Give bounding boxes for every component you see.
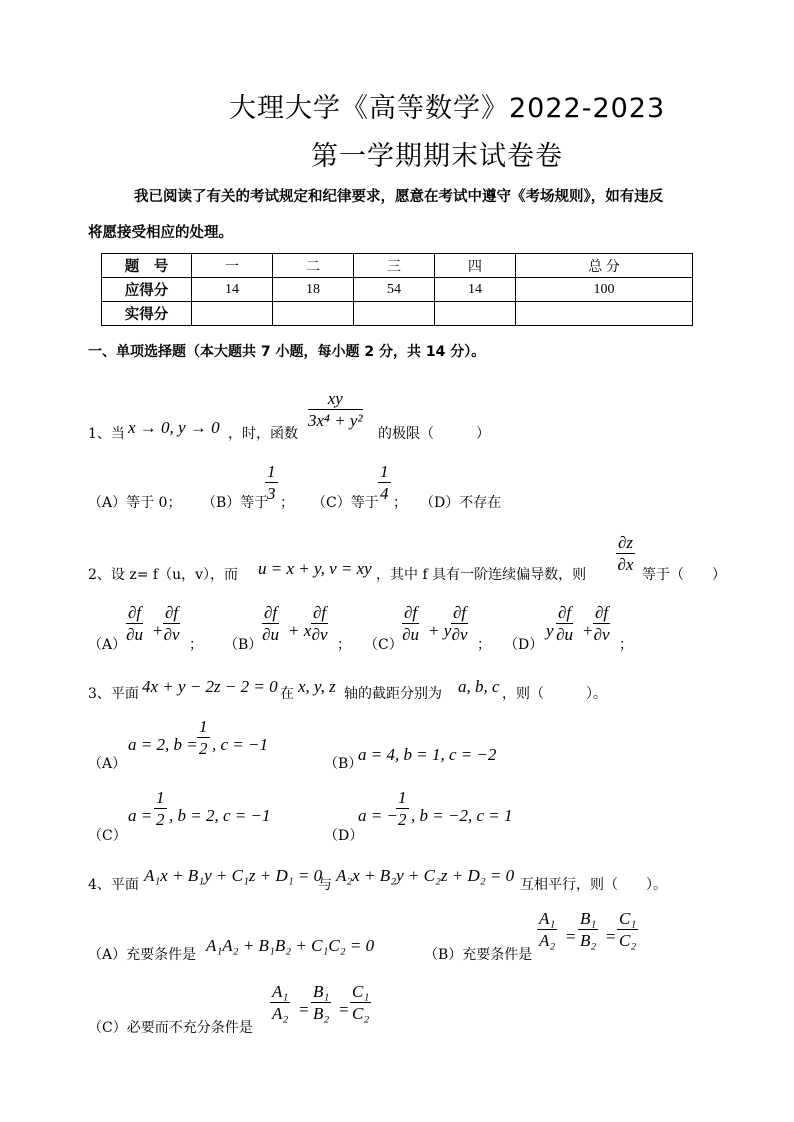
q2-option-b-frac1	[262, 604, 279, 644]
fraction-numerator: ∂z	[618, 533, 634, 552]
q4-option-c-eq1: =	[299, 1000, 309, 1019]
fraction-denominator: ∂u	[126, 625, 144, 644]
q3-option-d-fraction	[396, 789, 409, 829]
q4-option-b-eq2: =	[606, 927, 616, 946]
q3-mid1: 在	[280, 686, 294, 702]
q2-option-d-plus: +	[583, 621, 593, 640]
fraction-numerator: C₁	[352, 982, 370, 1001]
q4-option-c-ratio-c	[350, 983, 371, 1023]
q3-option-a-pre: a = 2, b =	[128, 735, 198, 754]
fraction-denominator: ∂u	[556, 625, 574, 644]
fraction-denominator: ∂v	[451, 625, 468, 644]
col-header: 四	[435, 254, 516, 278]
section-heading: 一、单项选择题（本大题共 7 小题，每小题 2 分，共 14 分）。	[88, 344, 486, 360]
q2-option-a-end: ；	[189, 637, 203, 653]
q3-label-a: （A）	[88, 756, 127, 772]
q1-suffix: 的极限（ ）	[378, 426, 490, 442]
col-header: 一	[192, 254, 273, 278]
q4-option-b: （B）充要条件是	[424, 947, 533, 963]
q4-option-b-ratio-c	[617, 910, 638, 950]
q4-option-c-ratio-b	[311, 983, 331, 1023]
score-table	[101, 253, 693, 326]
fraction-numerator: A₁	[272, 982, 289, 1001]
q2-label-c: （C）	[364, 637, 403, 653]
fraction-denominator: 2	[398, 810, 407, 829]
table-row	[102, 302, 693, 326]
q3-axes: x, y, z	[298, 677, 336, 696]
score-input-cell[interactable]	[354, 302, 435, 326]
table-cell: 14	[192, 278, 273, 302]
q4-option-b-eq1: =	[566, 927, 576, 946]
fraction-numerator: ∂f	[558, 603, 572, 622]
fraction-denominator: ∂v	[311, 625, 328, 644]
q3-label-d: （D）	[324, 828, 364, 844]
q1-option-c-end: ；	[393, 495, 407, 511]
q4-plane-2: A₂x + B₂y + C₂z + D₂ = 0	[336, 866, 515, 885]
table-cell: 18	[273, 278, 354, 302]
score-input-cell[interactable]	[516, 302, 693, 326]
q2-suffix: 等于（ ）	[642, 567, 726, 583]
q2-derivative-fraction	[616, 534, 635, 574]
fraction-denominator: ∂x	[617, 555, 634, 574]
fraction-denominator: ∂u	[262, 625, 280, 644]
fraction-numerator: ∂f	[595, 603, 609, 622]
score-input-cell[interactable]	[192, 302, 273, 326]
col-header: 三	[354, 254, 435, 278]
fraction-numerator: ∂f	[264, 603, 278, 622]
notice-line-2: 将愿接受相应的处理。	[88, 225, 233, 241]
q2-label-d: （D）	[504, 637, 544, 653]
q3-option-d-pre: a = −	[358, 806, 398, 825]
q2-option-c-plus-y: + y	[428, 621, 452, 640]
fraction-denominator: B₂	[313, 1004, 330, 1023]
fraction-numerator: ∂f	[165, 603, 179, 622]
q3-mid2: 轴的截距分别为	[344, 686, 442, 702]
fraction-numerator: ∂f	[313, 603, 327, 622]
q2-label-a: （A）	[88, 637, 127, 653]
q1-option-b: （B）等于	[202, 495, 269, 511]
table-cell: 100	[516, 278, 693, 302]
fraction-denominator: 3	[267, 484, 276, 503]
fraction-numerator: 1	[380, 462, 389, 481]
notice-line-1: 我已阅读了有关的考试规定和纪律要求，愿意在考试中遵守《考场规则》，如有违反	[134, 189, 664, 205]
fraction-numerator: ∂f	[404, 603, 418, 622]
row-label: 题 号	[102, 254, 192, 278]
q1-function-fraction	[308, 390, 363, 430]
row-label: 应得分	[102, 278, 192, 302]
q2-label-b: （B）	[224, 637, 263, 653]
q2-substitution: u = x + y, v = xy	[258, 559, 372, 578]
fraction-denominator: 3x⁴ + y²	[308, 411, 363, 430]
q4-option-b-ratio-b	[578, 910, 598, 950]
q2-option-c-frac1	[402, 604, 419, 644]
fraction-numerator: xy	[308, 390, 363, 410]
fraction-numerator: B₁	[580, 909, 597, 928]
q3-option-a-fraction	[197, 718, 210, 758]
q3-vars: a, b, c	[458, 677, 500, 696]
fraction-numerator: 1	[156, 788, 165, 807]
q3-prefix: 3、平面	[88, 686, 139, 702]
q1-condition: x → 0, y → 0	[128, 418, 220, 437]
q4-prefix: 4、平面	[88, 877, 139, 893]
q4-mid: 与	[318, 877, 332, 893]
q3-label-b: （B）	[324, 756, 363, 772]
fraction-denominator: B₂	[580, 931, 597, 950]
fraction-numerator: 1	[398, 788, 407, 807]
q2-mid: ，其中 f 具有一阶连续偏导数，则	[376, 567, 587, 583]
fraction-denominator: 2	[199, 739, 208, 758]
q3-plane: 4x + y − 2z − 2 = 0	[142, 677, 278, 696]
table-row	[102, 278, 693, 302]
score-input-cell[interactable]	[435, 302, 516, 326]
row-label: 实得分	[102, 302, 192, 326]
q2-option-d-frac2	[593, 604, 610, 644]
q4-plane-1: A₁x + B₁y + C₁z + D₁ = 0	[144, 866, 323, 885]
fraction-numerator: A₁	[539, 909, 556, 928]
q2-option-a-plus: +	[153, 621, 163, 640]
q2-option-c-frac2	[451, 604, 468, 644]
q2-option-c-end: ；	[477, 637, 491, 653]
q4-option-a-expr: A₁A₂ + B₁B₂ + C₁C₂ = 0	[206, 936, 375, 955]
table-cell: 14	[435, 278, 516, 302]
q4-option-b-ratio-a	[537, 910, 557, 950]
q2-option-a-frac1	[126, 604, 143, 644]
q3-option-c-post: , b = 2, c = −1	[169, 806, 271, 825]
q3-suffix: ，则（ ）。	[502, 686, 607, 702]
table-cell: 54	[354, 278, 435, 302]
q4-option-c: （C）必要而不充分条件是	[88, 1020, 253, 1036]
q1-option-c-fraction	[378, 463, 391, 503]
q1-mid: ，时，函数	[228, 426, 298, 442]
title-line-1: 大理大学《高等数学》2022-2023	[229, 93, 666, 124]
fraction-numerator: 1	[267, 462, 276, 481]
q2-option-d-y: y	[546, 621, 554, 640]
q2-option-a-frac2	[163, 604, 180, 644]
fraction-denominator: ∂v	[163, 625, 180, 644]
q4-option-a: （A）充要条件是	[88, 947, 197, 963]
q3-option-b-expr: a = 4, b = 1, c = −2	[358, 745, 497, 764]
q1-option-d: （D）不存在	[420, 495, 502, 511]
q3-option-a-post: , c = −1	[212, 735, 268, 754]
q1-prefix: 1、当	[88, 426, 125, 442]
col-header: 二	[273, 254, 354, 278]
fraction-denominator: C₂	[619, 931, 637, 950]
fraction-numerator: 1	[199, 717, 208, 736]
q3-label-c: （C）	[88, 828, 127, 844]
q3-option-c-fraction	[154, 789, 167, 829]
q3-option-c-pre: a =	[128, 806, 153, 825]
title-line-2: 第一学期期末试卷卷	[311, 141, 563, 172]
table-row	[102, 254, 693, 278]
fraction-denominator: ∂v	[593, 625, 610, 644]
fraction-numerator: ∂f	[128, 603, 142, 622]
fraction-denominator: 4	[380, 484, 389, 503]
q1-option-b-fraction	[265, 463, 278, 503]
q1-option-a: （A）等于 0；	[88, 495, 182, 511]
col-header: 总 分	[516, 254, 693, 278]
q4-option-c-ratio-a	[270, 983, 290, 1023]
fraction-denominator: A₂	[539, 931, 556, 950]
q2-option-b-plus-x: + x	[288, 621, 312, 640]
q4-option-c-eq2: =	[339, 1000, 349, 1019]
fraction-denominator: ∂u	[402, 625, 420, 644]
fraction-denominator: C₂	[352, 1004, 370, 1023]
q2-option-d-frac1	[556, 604, 573, 644]
q2-option-b-end: ；	[337, 637, 351, 653]
fraction-numerator: B₁	[313, 982, 330, 1001]
fraction-denominator: 2	[156, 810, 165, 829]
q1-option-b-end: ；	[280, 495, 294, 511]
fraction-numerator: C₁	[619, 909, 637, 928]
score-input-cell[interactable]	[273, 302, 354, 326]
q1-option-c: （C）等于	[312, 495, 379, 511]
q2-option-b-frac2	[311, 604, 328, 644]
q4-suffix: 互相平行，则（ ）。	[520, 877, 667, 893]
q3-option-d-post: , b = −2, c = 1	[411, 806, 513, 825]
q2-option-d-end: ；	[619, 637, 633, 653]
fraction-numerator: ∂f	[453, 603, 467, 622]
fraction-denominator: A₂	[272, 1004, 289, 1023]
q2-prefix: 2、设 z= f（u，v），而	[88, 567, 239, 583]
